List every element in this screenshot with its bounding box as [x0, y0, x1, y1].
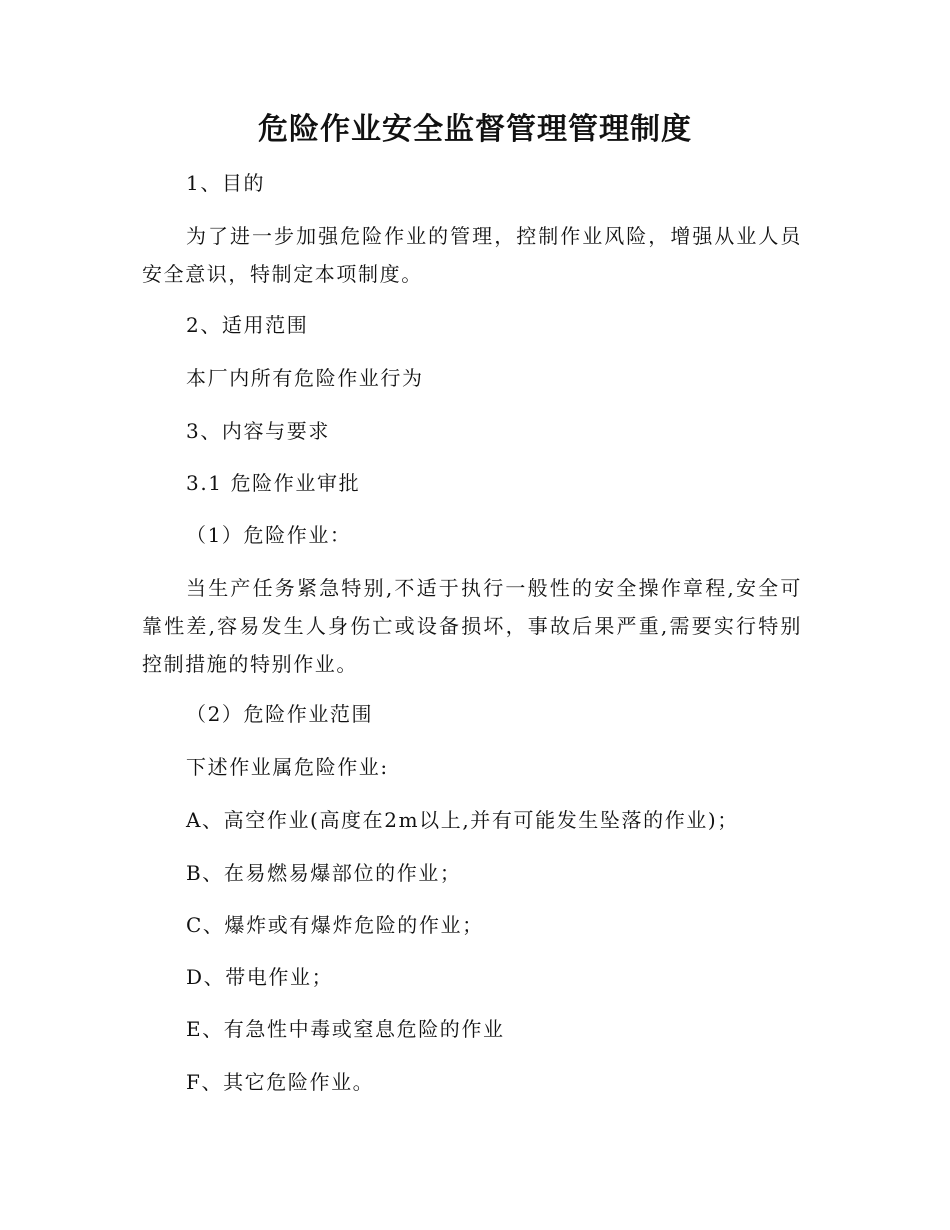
- list-item: C、爆炸或有爆炸危险的作业；: [186, 913, 484, 937]
- section-2-heading: 2、适用范围: [186, 313, 309, 337]
- list-item: B、在易燃易爆部位的作业；: [186, 861, 462, 885]
- section-3-heading: 3、内容与要求: [186, 419, 330, 443]
- section-1-heading: 1、目的: [186, 171, 266, 195]
- section-3-1-heading: 3.1 危险作业审批: [186, 471, 361, 495]
- section-2-body: 本厂内所有危险作业行为: [186, 366, 424, 390]
- item-1-heading: （1）危险作业：: [186, 523, 352, 547]
- list-item: F、其它危险作业。: [186, 1070, 375, 1094]
- item-2-intro: 下述作业属危险作业:: [186, 755, 389, 779]
- list-item: E、有急性中毒或窒息危险的作业: [186, 1017, 505, 1041]
- list-item: D、带电作业；: [186, 965, 334, 989]
- section-1-body: 为了进一步加强危险作业的管理，控制作业风险，增强从业人员安全意识，特制定本项制度。: [142, 224, 802, 286]
- item-2-heading: （2）危险作业范围: [186, 702, 374, 726]
- item-1-body: 当生产任务紧急特别,不适于执行一般性的安全操作章程,安全可靠性差,容易发生人身伤亡或设备损坏，事故后果严重,需要实行特别控制措施的特别作业。: [142, 576, 802, 676]
- document-title: 危险作业安全监督管理管理制度: [258, 112, 692, 147]
- list-item: A、高空作业(高度在2m以上,并有可能发生坠落的作业)；: [186, 808, 739, 832]
